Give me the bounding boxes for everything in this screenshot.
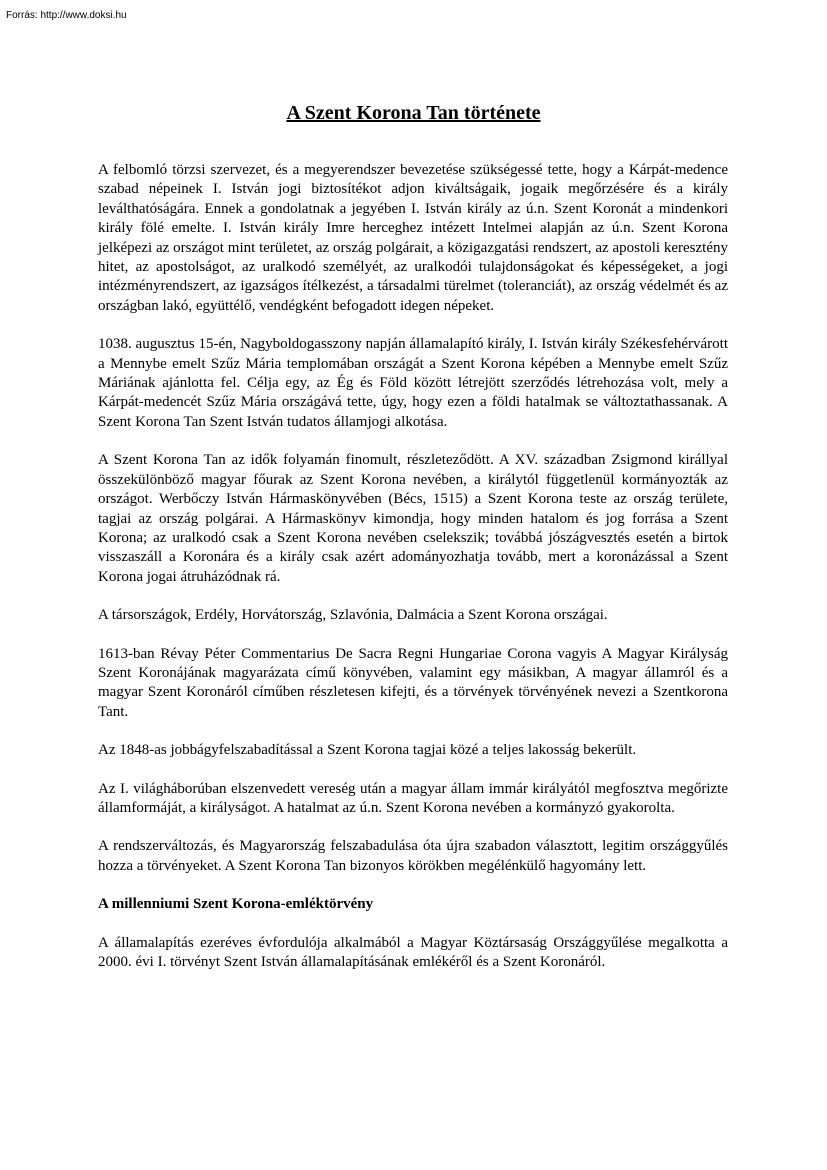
source-note: Forrás: http://www.doksi.hu — [6, 10, 127, 21]
paragraph-vilaghaboru: Az I. világháborúban elszenvedett vereség után a magyar állam immár királyától megfosztva megőrizte államformáját, a királyságot. A hatalmat az ú.n. Szent Korona nevében a kormányzó gyakorolta. — [98, 780, 728, 816]
paragraph-1038: 1038. augusztus 15-én, Nagyboldogasszony napján államalapító király, I. István király Székesfehérvárott a Mennybe emelt Szűz Mária templomában országát a Szent Korona képében a Mennybe emelt Szűz Máriának ajánlotta fel. Célja egy, az Ég és Föld között létrejött szerződés létrehozása volt, mely a Kárpát-medencét Szűz Mária országává tette, úgy, hogy ezen a földi hatalmak se változtathassanak. A Szent Korona Tan Szent István tudatos államjogi alkotása. — [98, 336, 728, 430]
page-title: A Szent Korona Tan története — [286, 102, 541, 124]
paragraph-millennium: A államalapítás ezeréves évfordulója alkalmából a Magyar Köztársaság Országgyűlése megalkotta a 2000. évi I. törvényt Szent István államalapításának emlékéről és a Szent Koronáról. — [98, 934, 728, 970]
paragraph-1848: Az 1848-as jobbágyfelszabadítással a Szent Korona tagjai közé a teljes lakosság bekerült. — [98, 742, 637, 759]
paragraph-rendszervaltozas: A rendszerváltozás, és Magyarország felszabadulása óta újra szabadon választott, legitim országgyűlés hozza a törvényeket. A Szent Korona Tan bizonyos körökben megélénkülő hagyomány lett. — [98, 838, 728, 874]
paragraph-tarsorszagok: A társországok, Erdély, Horvátország, Szlavónia, Dalmácia a Szent Korona országai. — [98, 607, 608, 624]
paragraph-werboczy: A Szent Korona Tan az idők folyamán finomult, részleteződött. A XV. században Zsigmond királlyal összekülönböző magyar főurak az Szent Korona nevében, a királytól függetlenül kormányozták az országot. Werbőczy István Hármaskönyvében (Bécs, 1515) a Szent Korona teste az ország területe, tagjai az ország polgárai. A Hármaskönyv kimondja, hogy minden hatalom és jog forrása a Szent Korona; az uralkodó csak a Szent Korona nevében cselekszik; továbbá jószágvesztés esetén a birtok visszaszáll a Koronára és a király csak azért adományozhatja tovább, mert a koronázással a Szent Korona jogai átruházódnak rá. — [98, 452, 728, 585]
document-body — [98, 161, 728, 991]
section-heading: A millenniumi Szent Korona-emléktörvény — [98, 896, 374, 913]
paragraph-intro: A felbomló törzsi szervezet, és a megyerendszer bevezetése szükségessé tette, hogy a Kárpát-medence szabad népeinek I. István jogi biztosítékot adjon kiváltságaik, jogaik megőrzésére és a király leválthatóságára. Ennek a gondolatnak a jegyében I. István király az ú.n. Szent Koronát a mindenkori király fölé emelte. I. István király Imre herceghez intézett Intelmei alapján az ú.n. Szent Korona jelképezi az országot mint területet, az ország polgárait, a közigazgatási rendszert, az apostoli keresztény hitet, az apostolságot, az uralkodó személyét, az uralkodói tulajdonságokat és képességeket, a jogi intézményrendszert, az igazságos ítélkezést, a társadalmi türelmet (toleranciát), az ország védelmét és az országban lakó, együttélő, vendégként befogadott idegen népeket. — [98, 162, 728, 314]
paragraph-revay: 1613-ban Révay Péter Commentarius De Sacra Regni Hungariae Corona vagyis A Magyar Királyság Szent Koronájának magyarázata című könyvében, valamint egy másikban, A magyar államról és a magyar Szent Koronáról címűben részletesen kifejti, és a törvények törvényének nevezi a Szentkorona Tant. — [98, 645, 728, 720]
